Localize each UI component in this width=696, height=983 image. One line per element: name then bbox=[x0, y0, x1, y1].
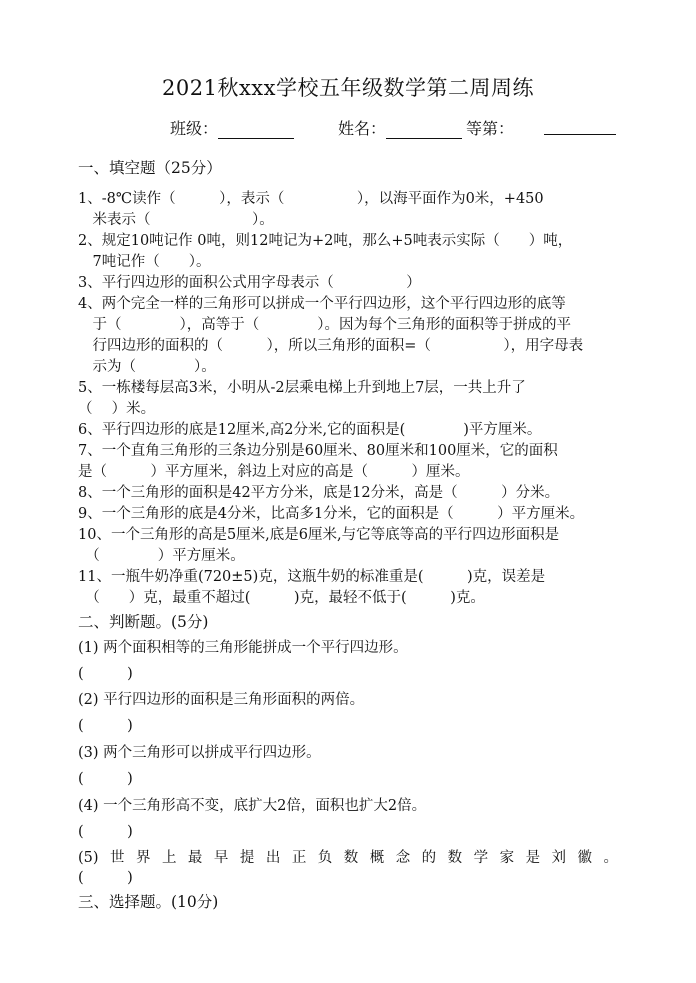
judgment-item: (3) 两个三角形可以拼成平行四边形。 bbox=[78, 745, 321, 761]
judgment-item: (1) 两个面积相等的三角形能拼成一个平行四边形。 bbox=[78, 640, 408, 656]
judgment-item: (4) 一个三角形高不变，底扩大2倍，面积也扩大2倍。 bbox=[78, 798, 427, 814]
page-title: 2021秋xxx学校五年级数学第二周周练 bbox=[162, 76, 534, 100]
section2-heading: 二、判断题。(5分) bbox=[78, 613, 209, 631]
question-line: 7、一个直角三角形的三条边分别是60厘米、80厘米和100厘米，它的面积 bbox=[78, 443, 558, 459]
question-line: 9、一个三角形的底是4分米，比高多1分米，它的面积是（ ）平方厘米。 bbox=[78, 506, 585, 522]
question-line: 示为（ ）。 bbox=[78, 359, 216, 375]
question-line: 1、-8℃读作（ ），表示（ ），以海平面作为0米，+450 bbox=[78, 191, 544, 207]
question-line: 7吨记作（ ）。 bbox=[78, 254, 211, 270]
question-line: 是（ ）平方厘米，斜边上对应的高是（ ）厘米。 bbox=[78, 464, 470, 480]
question-line: 2、规定10吨记作 0吨，则12吨记为+2吨，那么+5吨表示实际（ ）吨， bbox=[78, 233, 573, 249]
judgment-answer: ( ) bbox=[78, 771, 133, 787]
section3-heading: 三、选择题。(10分) bbox=[78, 893, 219, 911]
question-line: 6、平行四边形的底是12厘米,高2分米,它的面积是( )平方厘米。 bbox=[78, 422, 542, 438]
class-field bbox=[170, 116, 294, 139]
question-line: 行四边形的面积的（ ），所以三角形的面积=（ ），用字母表 bbox=[78, 338, 584, 354]
grade-blank bbox=[544, 118, 616, 135]
grade-label: 等第： bbox=[466, 119, 515, 138]
grade-field bbox=[466, 116, 514, 139]
section1-heading: 一、填空题（25分） bbox=[78, 159, 222, 177]
judgment-item: (5)世界上最早提出正负数概念的数学家是刘徽。 bbox=[78, 850, 618, 866]
judgment-answer: ( ) bbox=[78, 718, 133, 734]
question-line: 3、平行四边形的面积公式用字母表示（ ） bbox=[78, 275, 421, 291]
name-label: 姓名： bbox=[338, 119, 387, 138]
question-line: 4、两个完全一样的三角形可以拼成一个平行四边形，这个平行四边形的底等 bbox=[78, 296, 566, 312]
question-line: 11、一瓶牛奶净重(720±5)克，这瓶牛奶的标准重是( )克，误差是 bbox=[78, 569, 546, 585]
judgment-answer: ( ) bbox=[78, 666, 133, 682]
class-blank bbox=[218, 122, 294, 139]
question-line: 10、一个三角形的高是5厘米,底是6厘米,与它等底等高的平行四边形面积是 bbox=[78, 527, 560, 543]
question-line: （ ）米。 bbox=[78, 401, 156, 417]
question-line: 5、一栋楼每层高3米，小明从-2层乘电梯上升到地上7层，一共上升了 bbox=[78, 380, 526, 396]
grade-blank-field bbox=[544, 116, 616, 135]
question-line: （ ）平方厘米。 bbox=[78, 548, 245, 564]
question-line: 米表示（ ）。 bbox=[78, 212, 274, 228]
question-line: （ ）克，最重不超过( )克，最轻不低于( )克。 bbox=[78, 590, 485, 606]
class-label: 班级： bbox=[170, 119, 219, 138]
judgment-item: (2) 平行四边形的面积是三角形面积的两倍。 bbox=[78, 692, 365, 708]
name-field bbox=[338, 116, 462, 139]
judgment-answer: ( ) bbox=[78, 824, 133, 840]
name-blank bbox=[386, 122, 462, 139]
question-line: 于（ ），高等于（ ）。因为每个三角形的面积等于拼成的平 bbox=[78, 317, 571, 333]
question-line: 8、一个三角形的面积是42平方分米，底是12分米，高是（ ）分米。 bbox=[78, 485, 560, 501]
judgment-answer: ( ) bbox=[78, 870, 133, 886]
